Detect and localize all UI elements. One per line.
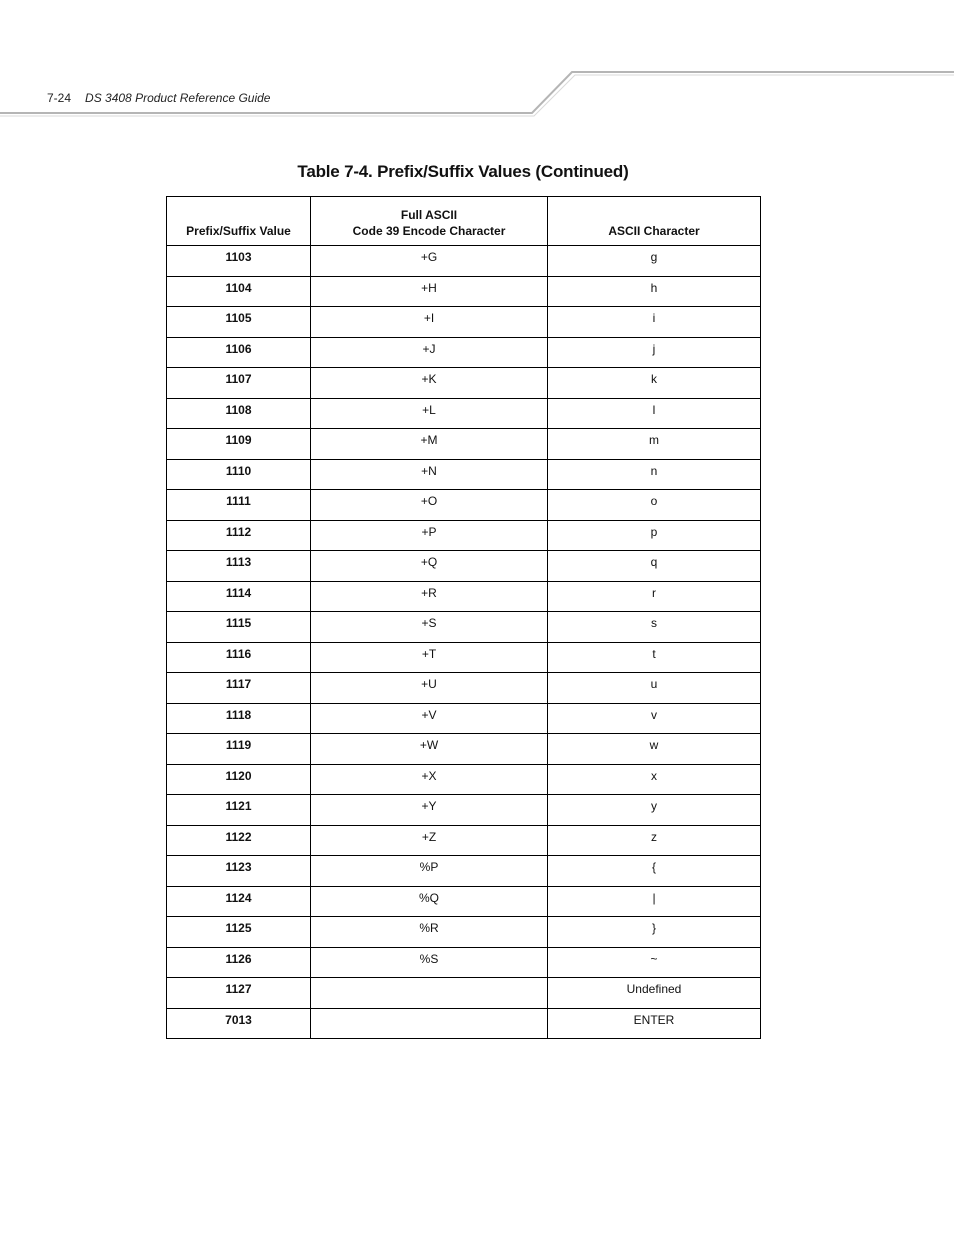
cell-ascii-character: q (548, 551, 761, 582)
table-row (167, 642, 761, 673)
cell-ascii-character: u (548, 673, 761, 704)
cell-ascii-character: { (548, 856, 761, 887)
cell-encode-character: +G (311, 246, 548, 277)
cell-prefix-suffix-value: 1113 (167, 551, 311, 582)
cell-prefix-suffix-value: 1117 (167, 673, 311, 704)
cell-encode-character: +X (311, 764, 548, 795)
cell-encode-character: %Q (311, 886, 548, 917)
cell-encode-character (311, 1008, 548, 1039)
cell-encode-character: +Q (311, 551, 548, 582)
cell-encode-character: +T (311, 642, 548, 673)
cell-ascii-character: k (548, 368, 761, 399)
cell-encode-character: +S (311, 612, 548, 643)
cell-prefix-suffix-value: 1127 (167, 978, 311, 1009)
cell-encode-character: %S (311, 947, 548, 978)
cell-encode-character: +O (311, 490, 548, 521)
cell-prefix-suffix-value: 1103 (167, 246, 311, 277)
cell-prefix-suffix-value: 1120 (167, 764, 311, 795)
table-row (167, 398, 761, 429)
cell-ascii-character: o (548, 490, 761, 521)
table-row (167, 703, 761, 734)
table-title: Table 7-4. Prefix/Suffix Values (Continued) (297, 162, 629, 181)
column-header-encode-line1: Full ASCII (400, 208, 458, 222)
cell-ascii-character: x (548, 764, 761, 795)
table-row (167, 307, 761, 338)
cell-ascii-character: h (548, 276, 761, 307)
cell-prefix-suffix-value: 1107 (167, 368, 311, 399)
table-row (167, 459, 761, 490)
table-row (167, 917, 761, 948)
table-row (167, 978, 761, 1009)
cell-ascii-character: ~ (548, 947, 761, 978)
cell-prefix-suffix-value: 1114 (167, 581, 311, 612)
table-body (167, 246, 761, 1039)
table-row (167, 947, 761, 978)
table-row (167, 795, 761, 826)
cell-prefix-suffix-value: 7013 (167, 1008, 311, 1039)
cell-prefix-suffix-value: 1112 (167, 520, 311, 551)
cell-prefix-suffix-value: 1104 (167, 276, 311, 307)
column-header-prefix-suffix-value: Prefix/Suffix Value (167, 197, 311, 246)
cell-prefix-suffix-value: 1106 (167, 337, 311, 368)
prefix-suffix-table (166, 196, 761, 1039)
cell-ascii-character: r (548, 581, 761, 612)
table-row (167, 825, 761, 856)
table-row (167, 337, 761, 368)
table-row (167, 520, 761, 551)
cell-ascii-character: l (548, 398, 761, 429)
cell-ascii-character: t (548, 642, 761, 673)
cell-prefix-suffix-value: 1115 (167, 612, 311, 643)
cell-encode-character: %P (311, 856, 548, 887)
column-header-encode-line2: Code 39 Encode Character (352, 224, 506, 238)
cell-prefix-suffix-value: 1110 (167, 459, 311, 490)
column-header-encode-character (311, 197, 548, 246)
cell-prefix-suffix-value: 1124 (167, 886, 311, 917)
cell-encode-character: +L (311, 398, 548, 429)
cell-ascii-character: p (548, 520, 761, 551)
cell-ascii-character: j (548, 337, 761, 368)
cell-prefix-suffix-value: 1109 (167, 429, 311, 460)
cell-encode-character: +U (311, 673, 548, 704)
table-row (167, 673, 761, 704)
cell-ascii-character: s (548, 612, 761, 643)
table-row (167, 368, 761, 399)
running-header (47, 91, 270, 105)
table-header-row (167, 197, 761, 246)
cell-prefix-suffix-value: 1118 (167, 703, 311, 734)
cell-ascii-character: } (548, 917, 761, 948)
cell-encode-character: +R (311, 581, 548, 612)
table-row (167, 276, 761, 307)
cell-encode-character: +Z (311, 825, 548, 856)
cell-ascii-character: Undefined (548, 978, 761, 1009)
cell-encode-character (311, 978, 548, 1009)
table-row (167, 490, 761, 521)
cell-encode-character: +Y (311, 795, 548, 826)
cell-ascii-character: g (548, 246, 761, 277)
cell-encode-character: %R (311, 917, 548, 948)
cell-ascii-character: ENTER (548, 1008, 761, 1039)
column-header-ascii-character: ASCII Character (548, 197, 761, 246)
cell-prefix-suffix-value: 1121 (167, 795, 311, 826)
cell-prefix-suffix-value: 1123 (167, 856, 311, 887)
table-row (167, 734, 761, 765)
cell-ascii-character: | (548, 886, 761, 917)
cell-ascii-character: y (548, 795, 761, 826)
cell-prefix-suffix-value: 1122 (167, 825, 311, 856)
table-row (167, 246, 761, 277)
cell-ascii-character: z (548, 825, 761, 856)
table-row (167, 1008, 761, 1039)
cell-ascii-character: v (548, 703, 761, 734)
cell-encode-character: +M (311, 429, 548, 460)
cell-encode-character: +K (311, 368, 548, 399)
cell-encode-character: +H (311, 276, 548, 307)
table-row (167, 856, 761, 887)
table-row (167, 764, 761, 795)
cell-prefix-suffix-value: 1119 (167, 734, 311, 765)
cell-encode-character: +V (311, 703, 548, 734)
cell-encode-character: +N (311, 459, 548, 490)
table-row (167, 551, 761, 582)
cell-ascii-character: w (548, 734, 761, 765)
table-row (167, 886, 761, 917)
cell-prefix-suffix-value: 1125 (167, 917, 311, 948)
cell-ascii-character: n (548, 459, 761, 490)
cell-ascii-character: i (548, 307, 761, 338)
table-row (167, 429, 761, 460)
cell-prefix-suffix-value: 1105 (167, 307, 311, 338)
table-row (167, 612, 761, 643)
cell-encode-character: +W (311, 734, 548, 765)
cell-encode-character: +J (311, 337, 548, 368)
table-row (167, 581, 761, 612)
cell-prefix-suffix-value: 1111 (167, 490, 311, 521)
cell-prefix-suffix-value: 1108 (167, 398, 311, 429)
cell-prefix-suffix-value: 1126 (167, 947, 311, 978)
cell-encode-character: +P (311, 520, 548, 551)
cell-ascii-character: m (548, 429, 761, 460)
page-number: 7-24 (47, 91, 72, 105)
cell-encode-character: +I (311, 307, 548, 338)
cell-prefix-suffix-value: 1116 (167, 642, 311, 673)
guide-title: DS 3408 Product Reference Guide (85, 91, 271, 105)
